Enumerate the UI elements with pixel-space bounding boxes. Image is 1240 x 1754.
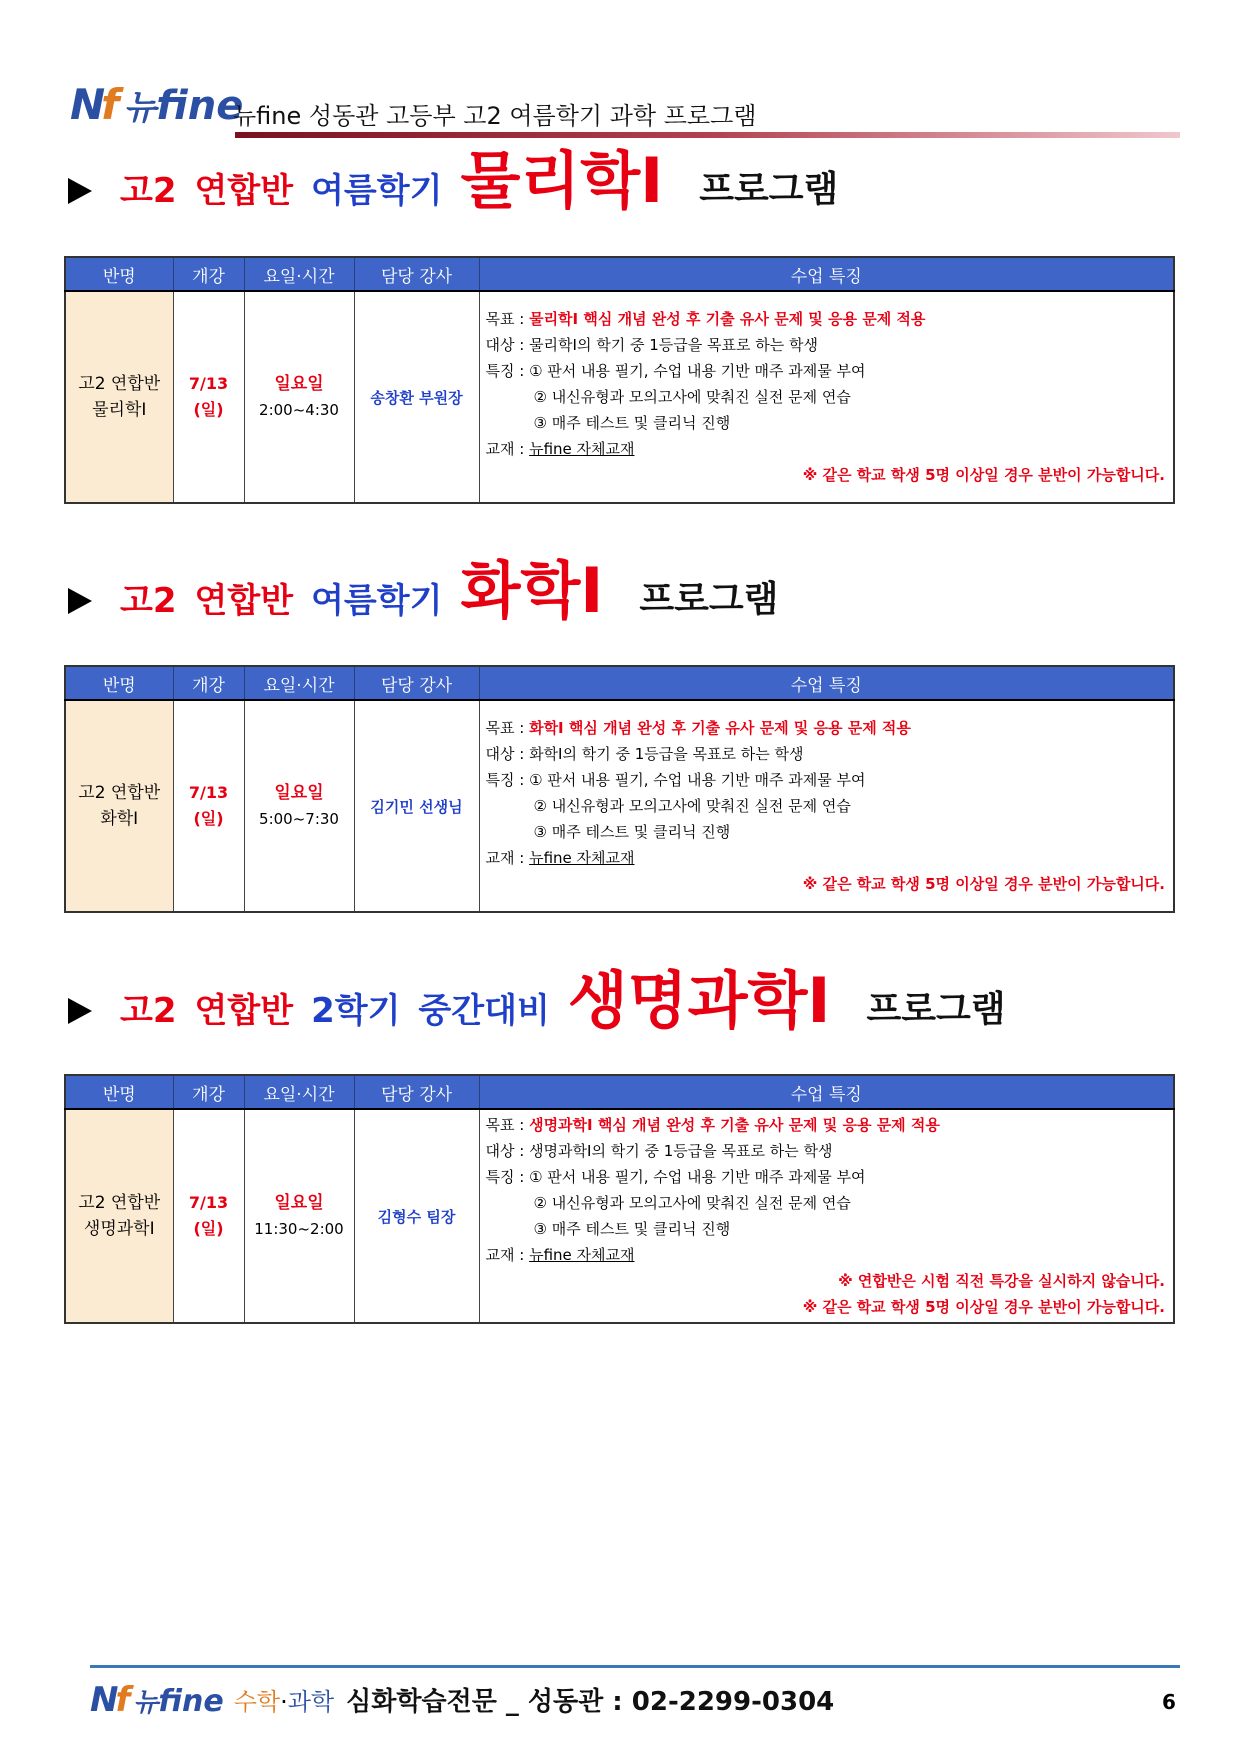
header-start-date: 개강 <box>173 1075 244 1109</box>
start-date-cell <box>173 1109 244 1323</box>
notice-line: ※ 같은 학교 학생 5명 이상일 경우 분반이 가능합니다. <box>802 875 1165 893</box>
title-term: 2학기 <box>311 991 401 1031</box>
notice-line: ※ 연합반은 시험 직전 특강을 실시하지 않습니다. <box>838 1272 1165 1290</box>
feature-line: ③ 매주 테스트 및 클리닉 진행 <box>533 823 731 841</box>
header-teacher: 담당 강사 <box>354 257 479 291</box>
logo-f: f <box>115 1680 128 1720</box>
title-suffix: 프로그램 <box>639 579 779 620</box>
triangle-bullet-icon <box>68 178 92 204</box>
textbook-label: 교재 : <box>485 849 530 867</box>
class-name-line: 고2 연합반 <box>78 783 161 803</box>
class-time: 11:30~2:00 <box>254 1220 344 1238</box>
goal-label: 목표 : <box>485 1116 530 1134</box>
table-header-row <box>65 1075 1174 1109</box>
document-title: 뉴fine 성동관 고등부 고2 여름학기 과학 프로그램 <box>233 102 757 130</box>
day-time-cell <box>244 291 354 503</box>
feature-line: 특징 : ① 판서 내용 필기, 수업 내용 기반 매주 과제물 부여 <box>485 1168 866 1186</box>
title-grade: 고2 <box>120 171 177 211</box>
table-row <box>65 291 1174 503</box>
brand-logo <box>70 80 243 129</box>
textbook-name: 뉴fine 자체교재 <box>529 1246 635 1264</box>
target-line: 대상 : 화학Ⅰ의 학기 중 1등급을 목표로 하는 학생 <box>485 745 804 763</box>
logo-nyu: 뉴 <box>133 1688 159 1718</box>
logo-n: N <box>70 80 102 129</box>
teacher-cell: 김형수 팀장 <box>354 1109 479 1323</box>
title-grade: 고2 <box>120 991 177 1031</box>
features-cell <box>479 291 1174 503</box>
feature-line: 특징 : ① 판서 내용 필기, 수업 내용 기반 매주 과제물 부여 <box>485 362 866 380</box>
goal-label: 목표 : <box>485 310 530 328</box>
header-start-date: 개강 <box>173 257 244 291</box>
footer-rule <box>90 1665 1180 1668</box>
header-rule <box>235 132 1180 138</box>
footer-contact: 심화학습전문 _ 성동관 : 02-2299-0304 <box>346 1687 835 1717</box>
table-row <box>65 700 1174 912</box>
features-cell <box>479 700 1174 912</box>
day-time-cell <box>244 1109 354 1323</box>
header-class-name: 반명 <box>65 257 173 291</box>
page-header <box>70 80 1180 140</box>
program-table-chemistry <box>64 665 1175 913</box>
target-line: 대상 : 생명과학Ⅰ의 학기 중 1등급을 목표로 하는 학생 <box>485 1142 833 1160</box>
title-subject: 화학Ⅰ <box>460 554 604 627</box>
class-day: 일요일 <box>274 374 324 394</box>
feature-line: ③ 매주 테스트 및 클리닉 진행 <box>533 1220 731 1238</box>
goal-text: 핵심 개념 완성 후 기출 유사 문제 및 응용 문제 적용 <box>592 1116 940 1134</box>
start-weekday: (일) <box>193 400 224 419</box>
title-class-type: 연합반 <box>194 171 294 211</box>
section-title-chemistry <box>68 554 779 627</box>
header-teacher: 담당 강사 <box>354 666 479 700</box>
title-suffix: 프로그램 <box>866 989 1006 1030</box>
class-name-line: 고2 연합반 <box>78 1193 161 1213</box>
class-name-line: 생명과학Ⅰ <box>83 1219 155 1239</box>
header-day-time: 요일·시간 <box>244 257 354 291</box>
start-date-cell <box>173 291 244 503</box>
class-name-line: 고2 연합반 <box>78 374 161 394</box>
class-day: 일요일 <box>274 783 324 803</box>
feature-line: ② 내신유형과 모의고사에 맞춰진 실전 문제 연습 <box>533 388 851 406</box>
footer-science: 과학 <box>287 1688 335 1716</box>
logo-fine: fine <box>156 83 244 129</box>
goal-subject: 화학Ⅰ <box>529 719 564 737</box>
class-name-cell <box>65 700 173 912</box>
feature-line: ② 내신유형과 모의고사에 맞춰진 실전 문제 연습 <box>533 1194 851 1212</box>
textbook-line <box>486 845 1166 871</box>
table-row <box>65 1109 1174 1323</box>
title-class-type: 연합반 <box>194 991 294 1031</box>
header-features: 수업 특징 <box>479 257 1174 291</box>
goal-text: 핵심 개념 완성 후 기출 유사 문제 및 응용 문제 적용 <box>563 719 911 737</box>
program-table-biology <box>64 1074 1175 1324</box>
footer-subjects <box>234 1682 334 1717</box>
day-time-cell <box>244 700 354 912</box>
teacher-cell: 김기민 선생님 <box>354 700 479 912</box>
start-weekday: (일) <box>193 1219 224 1238</box>
header-class-name: 반명 <box>65 666 173 700</box>
class-name-cell <box>65 1109 173 1323</box>
header-day-time: 요일·시간 <box>244 666 354 700</box>
start-date: 7/13 <box>188 783 229 802</box>
textbook-label: 교재 : <box>485 1246 530 1264</box>
logo-nyu: 뉴 <box>123 88 157 128</box>
goal-label: 목표 : <box>485 719 530 737</box>
header-start-date: 개강 <box>173 666 244 700</box>
class-time: 2:00~4:30 <box>259 401 339 419</box>
footer-dot: · <box>280 1688 288 1716</box>
goal-subject: 생명과학Ⅰ <box>529 1116 593 1134</box>
class-name-line: 화학Ⅰ <box>100 809 139 829</box>
triangle-bullet-icon <box>68 998 92 1024</box>
class-name-cell <box>65 291 173 503</box>
section-title-biology <box>68 964 1006 1037</box>
logo-f: f <box>101 80 116 129</box>
start-weekday: (일) <box>193 809 224 828</box>
feature-line: 특징 : ① 판서 내용 필기, 수업 내용 기반 매주 과제물 부여 <box>485 771 866 789</box>
triangle-bullet-icon <box>68 588 92 614</box>
start-date-cell <box>173 700 244 912</box>
table-header-row <box>65 257 1174 291</box>
class-name-line: 물리학Ⅰ <box>92 400 147 420</box>
textbook-line <box>486 436 1166 462</box>
teacher-cell: 송창환 부원장 <box>354 291 479 503</box>
title-grade: 고2 <box>120 581 177 621</box>
header-day-time: 요일·시간 <box>244 1075 354 1109</box>
textbook-name: 뉴fine 자체교재 <box>529 440 635 458</box>
goal-line <box>486 306 1166 332</box>
notice-line: ※ 같은 학교 학생 5명 이상일 경우 분반이 가능합니다. <box>802 466 1165 484</box>
header-features: 수업 특징 <box>479 666 1174 700</box>
textbook-label: 교재 : <box>485 440 530 458</box>
title-class-type: 연합반 <box>194 581 294 621</box>
target-line: 대상 : 물리학Ⅰ의 학기 중 1등급을 목표로 하는 학생 <box>485 336 818 354</box>
program-table-physics <box>64 256 1175 504</box>
goal-line <box>486 1112 1166 1138</box>
feature-line: ② 내신유형과 모의고사에 맞춰진 실전 문제 연습 <box>533 797 851 815</box>
title-subject: 생명과학Ⅰ <box>567 964 831 1037</box>
section-title-physics <box>68 144 839 217</box>
start-date: 7/13 <box>188 1193 229 1212</box>
goal-subject: 물리학Ⅰ <box>529 310 579 328</box>
class-day: 일요일 <box>274 1193 324 1213</box>
footer-logo <box>90 1680 224 1720</box>
title-term: 여름학기 <box>311 581 443 621</box>
page-number: 6 <box>1162 1690 1176 1714</box>
footer-math: 수학 <box>233 1688 281 1716</box>
notice-line: ※ 같은 학교 학생 5명 이상일 경우 분반이 가능합니다. <box>802 1298 1165 1316</box>
textbook-line <box>486 1242 1166 1268</box>
page-footer <box>90 1680 834 1720</box>
title-subject: 물리학Ⅰ <box>460 144 664 217</box>
features-cell <box>479 1109 1174 1323</box>
logo-fine: fine <box>158 1684 224 1719</box>
class-time: 5:00~7:30 <box>259 810 339 828</box>
title-suffix: 프로그램 <box>699 169 839 210</box>
header-features: 수업 특징 <box>479 1075 1174 1109</box>
feature-line: ③ 매주 테스트 및 클리닉 진행 <box>533 414 731 432</box>
header-teacher: 담당 강사 <box>354 1075 479 1109</box>
title-exam: 중간대비 <box>418 991 550 1031</box>
textbook-name: 뉴fine 자체교재 <box>529 849 635 867</box>
start-date: 7/13 <box>188 374 229 393</box>
header-class-name: 반명 <box>65 1075 173 1109</box>
goal-text: 핵심 개념 완성 후 기출 유사 문제 및 응용 문제 적용 <box>578 310 926 328</box>
goal-line <box>486 715 1166 741</box>
title-term: 여름학기 <box>311 171 443 211</box>
table-header-row <box>65 666 1174 700</box>
logo-n: N <box>90 1680 116 1720</box>
